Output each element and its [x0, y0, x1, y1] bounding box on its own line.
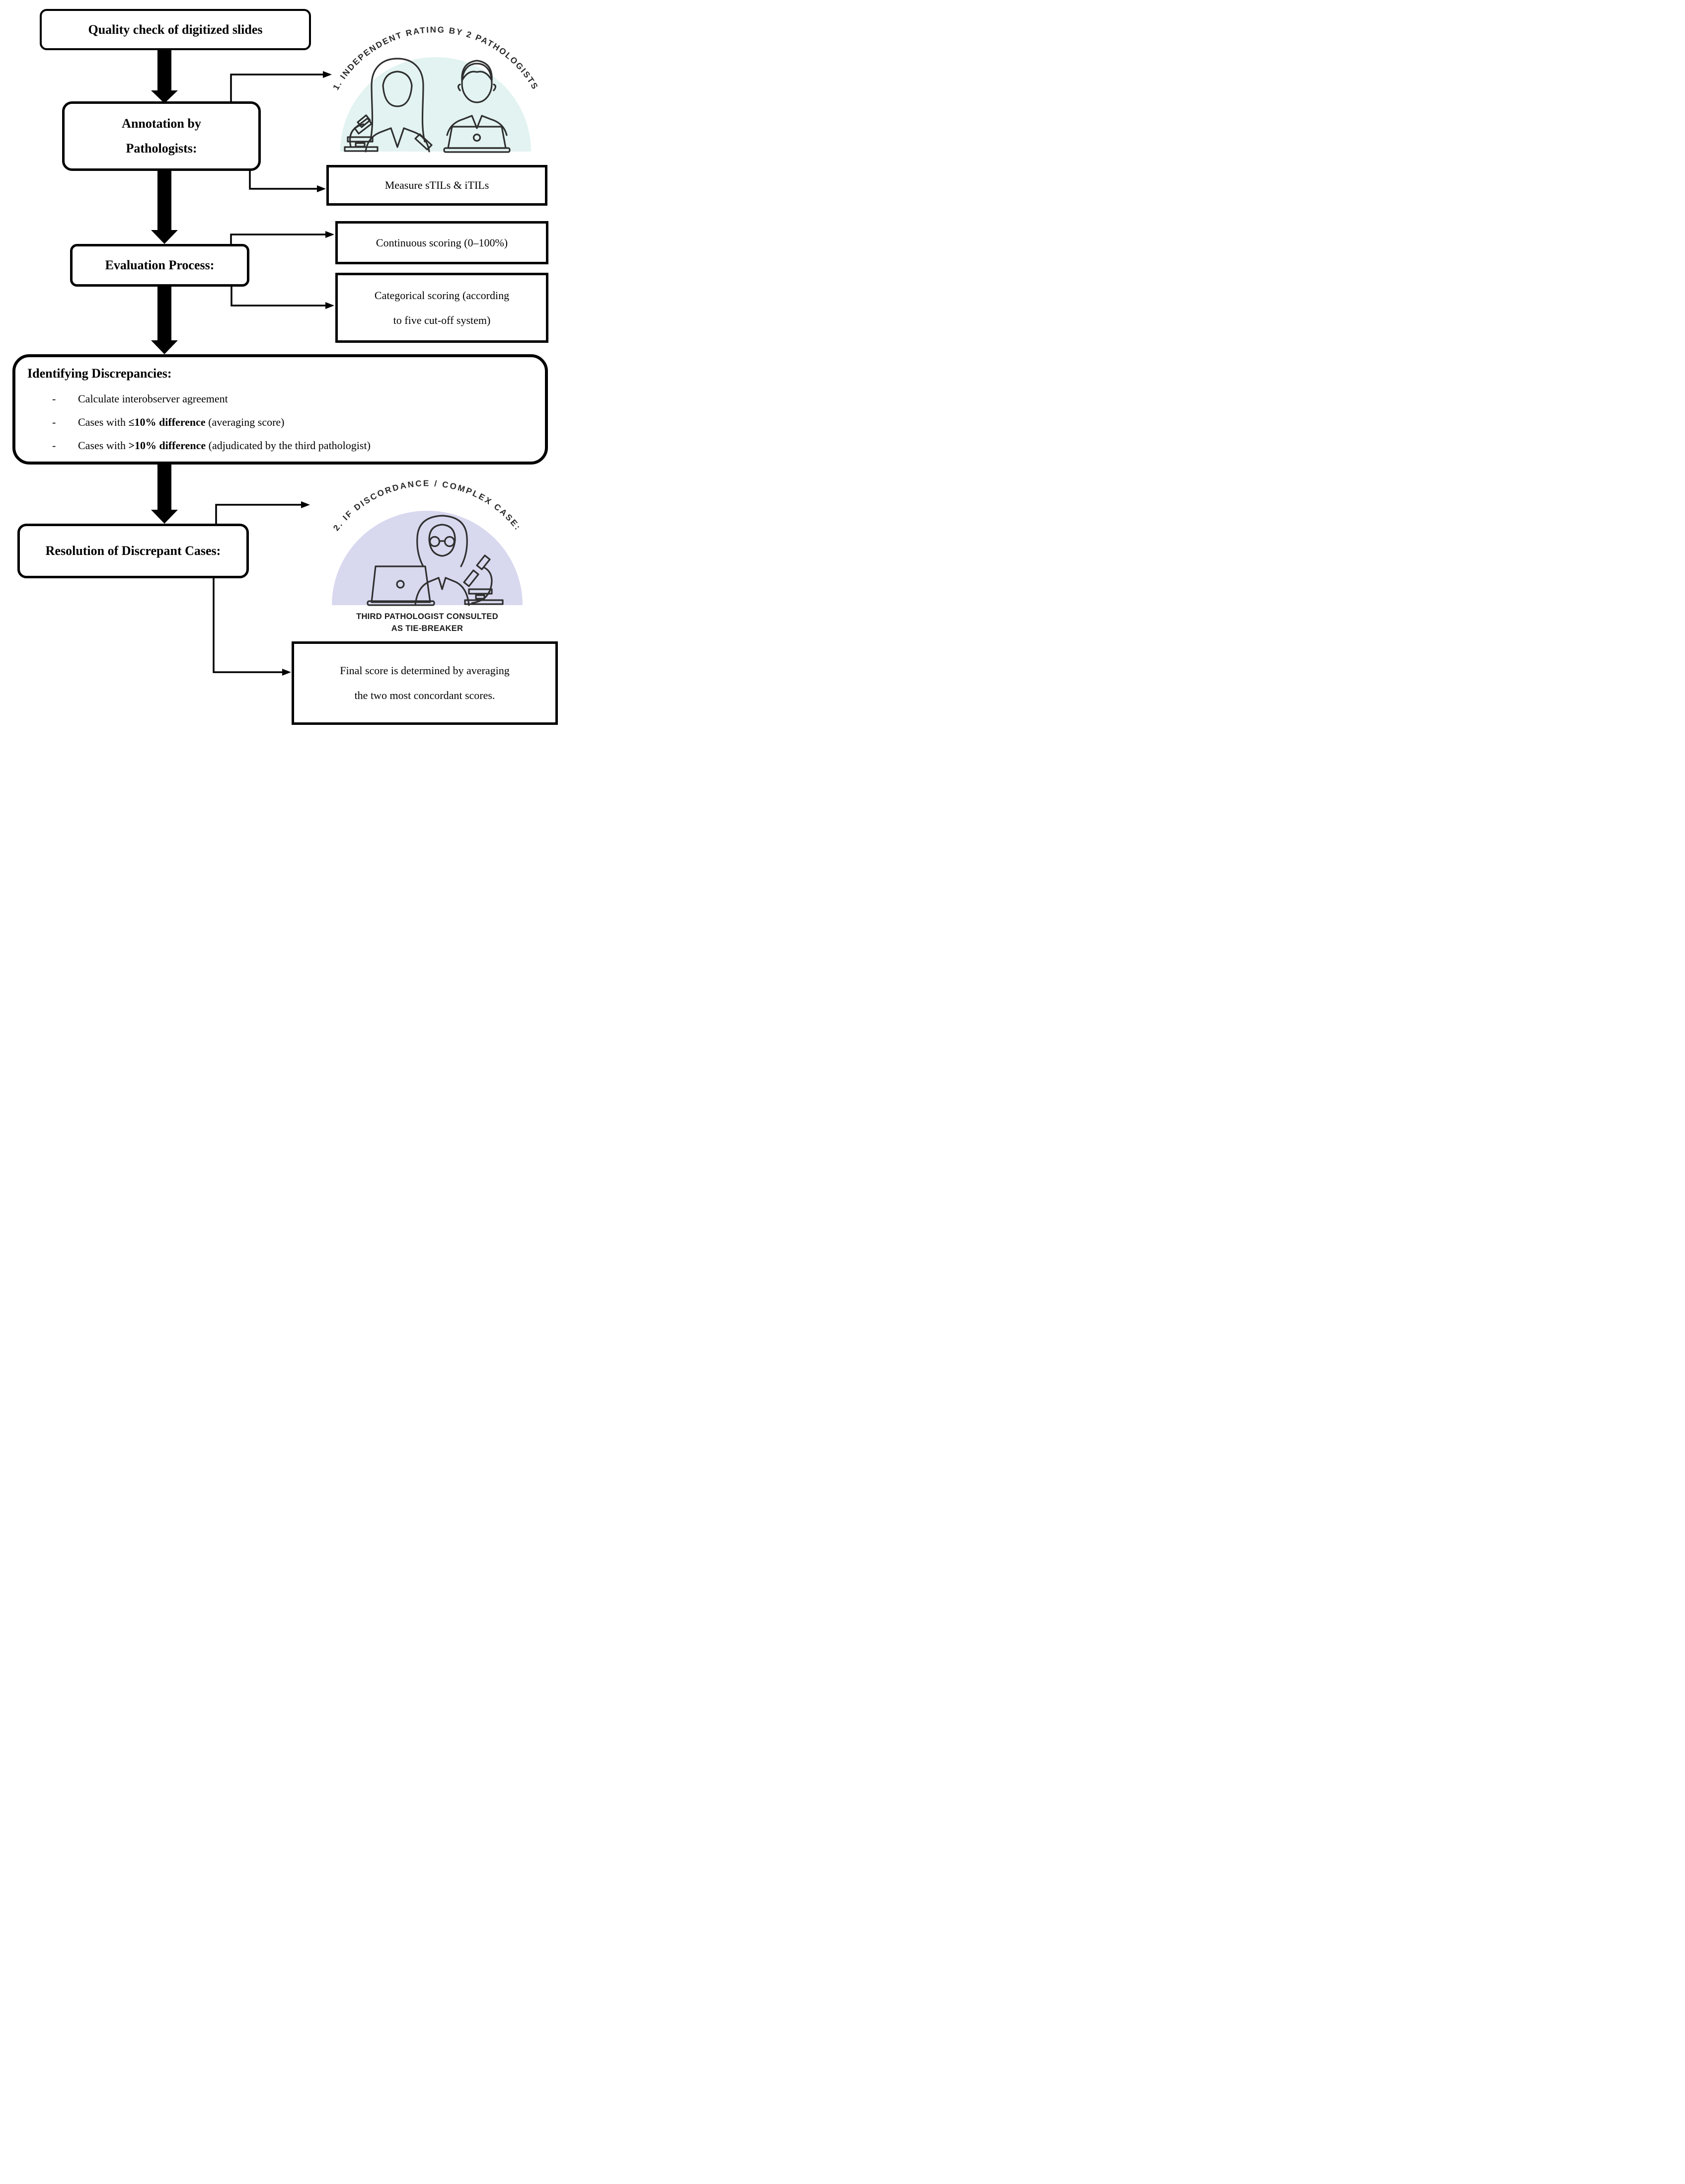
- categorical-scoring-line2: to five cut-off system): [393, 313, 491, 326]
- tie-breaker-caption-line1: THIRD PATHOLOGIST CONSULTED: [356, 612, 498, 621]
- connector-resolution-to-illustration2: [216, 501, 310, 524]
- bullet-text-post: (averaging score): [205, 416, 285, 428]
- quality-check-label: Quality check of digitized slides: [88, 22, 263, 37]
- bullet-dash: -: [52, 392, 56, 405]
- connector-evaluation-to-continuous: [231, 231, 334, 244]
- arc-label-2: 2. IF DISCORDANCE / COMPLEX CASE:: [331, 478, 523, 533]
- resolution-label: Resolution of Discrepant Cases:: [45, 544, 221, 558]
- categorical-scoring-box: [335, 273, 548, 343]
- final-score-box: [292, 641, 558, 725]
- identifying-discrepancies-box: [12, 354, 548, 465]
- evaluation-box: [70, 244, 249, 287]
- flow-arrow-quality-to-annotation: [151, 49, 178, 103]
- final-score-line1: Final score is determined by averaging: [340, 664, 510, 677]
- quality-check-box: [40, 9, 311, 50]
- bullet-dash: -: [52, 416, 56, 428]
- bullet-over-10-percent: [15, 434, 371, 457]
- connector-evaluation-to-categorical: [231, 286, 334, 309]
- bullet-text: Cases with: [78, 439, 129, 452]
- bullet-text: Calculate interobserver agreement: [78, 392, 228, 405]
- annotation-label-line1: Annotation by: [122, 116, 201, 131]
- bullet-bold-text: ≤10% difference: [128, 416, 206, 428]
- bullet-dash: -: [52, 439, 56, 452]
- connector-resolution-to-final: [214, 578, 291, 676]
- final-score-line2: the two most concordant scores.: [354, 689, 495, 702]
- illustration-tie-breaker: [331, 478, 523, 633]
- tie-breaker-caption-line2: AS TIE-BREAKER: [391, 624, 463, 633]
- illustration-independent-rating: [331, 25, 540, 152]
- continuous-scoring-box: [335, 221, 548, 264]
- annotation-label-line2: Pathologists:: [126, 141, 197, 156]
- continuous-scoring-label: Continuous scoring (0–100%): [376, 236, 508, 249]
- measure-tils-label: Measure sTILs & iTILs: [384, 179, 489, 191]
- arc-label-1: 1. INDEPENDENT RATING BY 2 PATHOLOGISTS: [331, 25, 540, 92]
- identifying-title: Identifying Discrepancies:: [27, 366, 172, 381]
- flowchart-canvas: [0, 0, 562, 728]
- dome-background-2: [332, 511, 523, 605]
- measure-tils-box: [326, 165, 547, 206]
- bullet-bold-text: >10% difference: [128, 439, 206, 452]
- connector-annotation-to-illustration1: [231, 71, 332, 102]
- bullet-text-post: (adjudicated by the third pathologist): [206, 439, 371, 452]
- resolution-box: [17, 524, 249, 578]
- flow-arrow-annotation-to-evaluation: [151, 170, 178, 244]
- evaluation-label: Evaluation Process:: [105, 258, 215, 272]
- bullet-under-10-percent: [15, 410, 285, 434]
- bullet-interobserver: [15, 387, 228, 410]
- bullet-text: Cases with: [78, 416, 129, 428]
- flow-arrow-evaluation-to-identifying: [151, 286, 178, 354]
- flow-arrow-identifying-to-resolution: [151, 464, 178, 524]
- connector-annotation-to-measure: [250, 170, 326, 192]
- categorical-scoring-line1: Categorical scoring (according: [374, 289, 510, 302]
- annotation-box: [62, 101, 261, 171]
